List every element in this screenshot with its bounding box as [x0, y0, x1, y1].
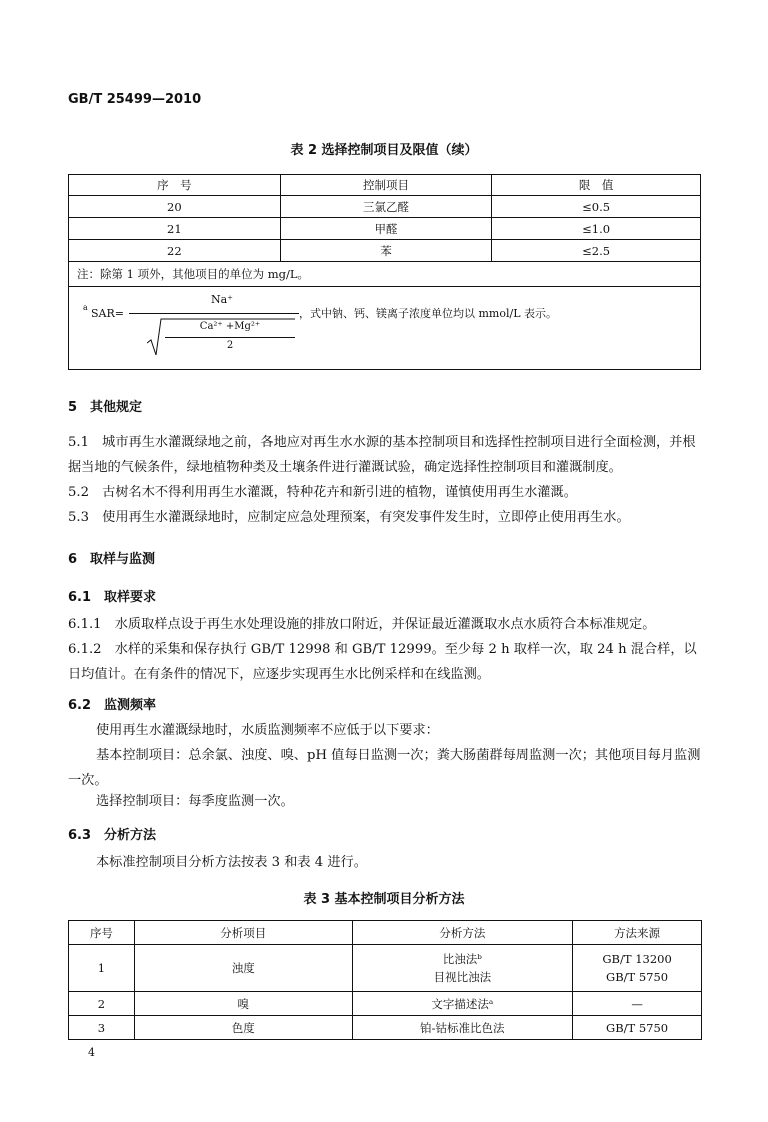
table2 [68, 174, 701, 370]
table-row [69, 240, 701, 262]
source-line: GB/T 5750 [606, 970, 669, 984]
method-line: 目视比浊法 [433, 970, 492, 984]
section6-2-heading: 6.2 监测频率 [68, 698, 157, 713]
table-cell: 文字描述法ᵃ [352, 992, 573, 1016]
table3-header-item: 分析项目 [134, 921, 352, 945]
table-row [69, 218, 701, 240]
table-cell: 21 [69, 218, 281, 240]
para-5-2: 5.2 古树名木不得利用再生水灌溉，特种花卉和新引进的植物，谨慎使用再生水灌溉。 [68, 485, 577, 500]
page-number: 4 [88, 1046, 95, 1059]
para-6-2-a: 使用再生水灌溉绿地时，水质监测频率不应低于以下要求： [96, 723, 439, 738]
sar-denominator-bottom: 2 [226, 340, 234, 351]
section6-heading: 6 取样与监测 [68, 552, 156, 567]
sar-numerator: Na⁺ [211, 293, 233, 306]
table2-header-row [69, 175, 701, 196]
sar-formula [69, 287, 700, 369]
para-6-3: 本标准控制项目分析方法按表 3 和表 4 进行。 [96, 855, 367, 870]
table3-header-source: 方法来源 [573, 921, 702, 945]
table3-header-row [69, 921, 702, 945]
inner-fraction-bar [165, 337, 295, 338]
sar-formula-text: ，式中钠、钙、镁离子浓度单位均以 mmol/L 表示。 [299, 307, 558, 320]
table-cell: 铂-钴标准比色法 [352, 1016, 573, 1040]
para-6-2-b: 基本控制项目：总余氯、浊度、嗅、pH 值每日监测一次；粪大肠菌群每周监测一次；其他项目每月监测一次。 [68, 748, 701, 788]
table2-header-no: 序 号 [69, 175, 281, 196]
table2-header-item: 控制项目 [280, 175, 492, 196]
table-cell: 1 [69, 945, 135, 992]
table-cell: 嗅 [134, 992, 352, 1016]
table-cell: 2 [69, 992, 135, 1016]
sar-formula-cell [69, 287, 701, 370]
para-6-1-1: 6.1.1 水质取样点设于再生水处理设施的排放口附近，并保证最近灌溉取水点水质符合本标准规定。 [68, 617, 656, 632]
section5-heading: 5 其他规定 [68, 400, 143, 415]
table-cell: 3 [69, 1016, 135, 1040]
table3-header-method: 分析方法 [352, 921, 573, 945]
fraction-bar [129, 313, 299, 314]
table-cell: ≤1.0 [492, 218, 701, 240]
table-row [69, 1016, 702, 1040]
table-row [69, 196, 701, 218]
table-row [69, 992, 702, 1016]
para-5-1: 5.1 城市再生水灌溉绿地之前，各地应对再生水水源的基本控制项目和选择性控制项目进行全面检测，并根据当地的气候条件，绿地植物种类及土壤条件进行灌溉试验，确定选择性控制项目和灌溉制度。 [68, 435, 696, 475]
table2-header-limit: 限 值 [492, 175, 701, 196]
method-line: 比浊法ᵇ [442, 952, 482, 966]
section6-3-heading: 6.3 分析方法 [68, 828, 157, 843]
table-cell [573, 945, 702, 992]
section6-1-heading: 6.1 取样要求 [68, 590, 157, 605]
para-5-3: 5.3 使用再生水灌溉绿地时，应制定应急处理预案，有突发事件发生时，立即停止使用再生水。 [68, 510, 630, 525]
table-cell: 色度 [134, 1016, 352, 1040]
table-cell: 22 [69, 240, 281, 262]
sar-label: SAR= [91, 307, 124, 320]
table-cell: ≤2.5 [492, 240, 701, 262]
table3-caption: 表 3 基本控制项目分析方法 [303, 892, 465, 907]
table2-note: 注：除第 1 项外，其他项目的单位为 mg/L。 [69, 262, 701, 287]
table-cell: 甲醛 [280, 218, 492, 240]
table2-caption: 表 2 选择控制项目及限值（续） [290, 143, 478, 158]
standard-number: GB/T 25499—2010 [68, 92, 202, 107]
table-cell: 三氯乙醛 [280, 196, 492, 218]
para-6-1-2: 6.1.2 水样的采集和保存执行 GB/T 12998 和 GB/T 12999。至少每 2 h 取样一次，取 24 h 混合样，以日均值计。在有条件的情况下，应逐步实现再生水比例采样和在线监测。 [68, 642, 697, 682]
sar-denominator-top: Ca²⁺ +Mg²⁺ [199, 321, 261, 332]
table-cell [352, 945, 573, 992]
table-cell: 20 [69, 196, 281, 218]
table-cell: GB/T 5750 [573, 1016, 702, 1040]
table-row [69, 945, 702, 992]
footnote-marker: a [83, 303, 88, 312]
source-line: GB/T 13200 [602, 952, 672, 966]
table3-header-no: 序号 [69, 921, 135, 945]
table-cell: ≤0.5 [492, 196, 701, 218]
para-6-2-c: 选择控制项目：每季度监测一次。 [96, 794, 294, 809]
table-cell: 浊度 [134, 945, 352, 992]
table-cell: — [573, 992, 702, 1016]
table-cell: 苯 [280, 240, 492, 262]
table3 [68, 920, 702, 1040]
